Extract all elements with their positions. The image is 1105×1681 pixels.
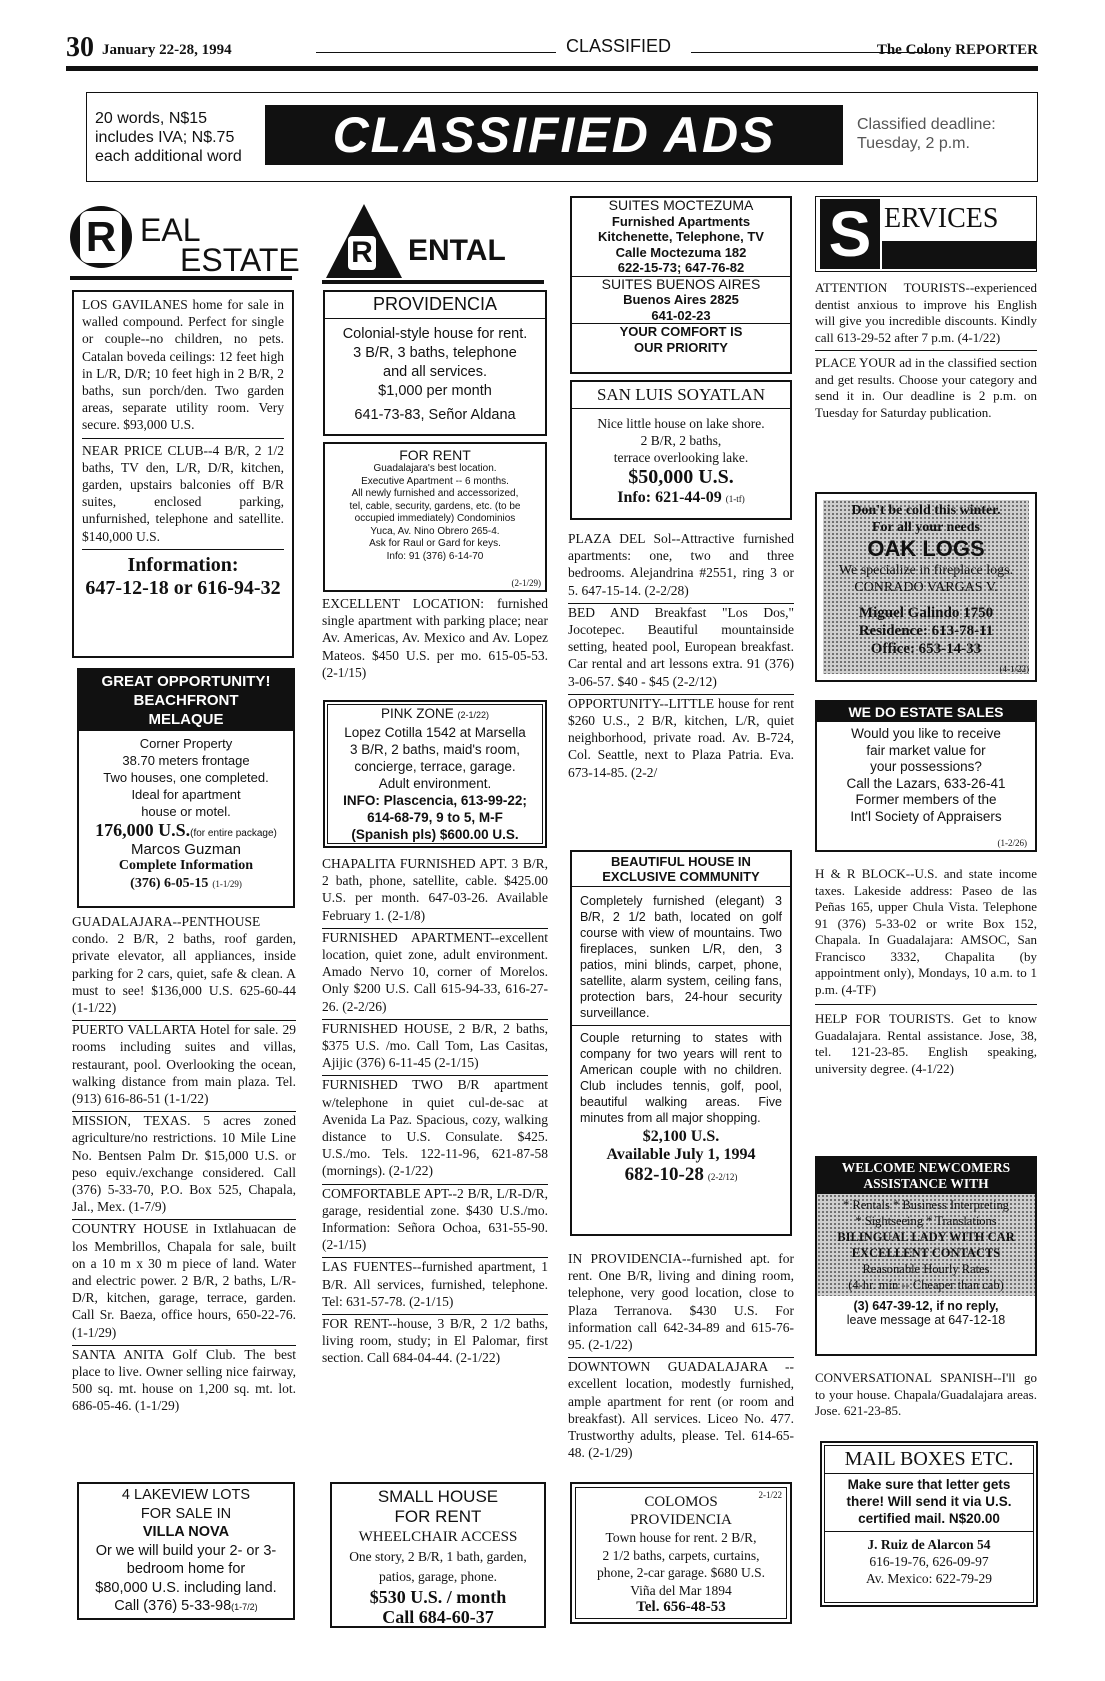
ad-downtown-guadalajara: DOWNTOWN GUADALAJARA --excellent location, modestly furnished, ample apartment for rent (or room and breakfast). All services. Liceo No. 477. Trustworthy adults, please. Tel. 614-65-48. (2-1/29) xyxy=(568,1359,794,1461)
page-header xyxy=(66,32,1038,66)
ad-chapalita: CHAPALITA FURNISHED APT. 3 B/R, 2 bath, phone, satellite, cable. $425.00 U.S. per month. 647-03-26. Available February 1. (2-1/8) xyxy=(322,856,548,923)
ad-rates: 20 words, N$15 includes IVA; N$.75 each additional word xyxy=(95,110,242,165)
paper-name: The Colony REPORTER xyxy=(876,42,1038,58)
banner-title-bar xyxy=(265,105,843,165)
ad-excellent-location: EXCELLENT LOCATION: furnished single apartment with parking place; near Av. Americas, Av. Mexico and Av. Lopez Mateos. $450 U.S. per mo. 615-05-53. (2-1/15) xyxy=(322,596,548,680)
colomos-box: 2-1/22 COLOMOS PROVIDENCIA Town house for rent. 2 B/R, 2 1/2 baths, carpets, curtains, phone, 2-car garage. $680 U.S. Viña del Mar 1894 Tel. 656-48-53 xyxy=(570,1482,792,1624)
ad-bed-and-breakfast: BED AND Breakfast "Los Dos," Jocotepec. Beautiful mountainside setting, heated pool, European breakfast. Car rental and art lessons extra. 91 (376) 3-06-57. $40 - $45 (2-2/12) xyxy=(568,604,794,689)
col4-ads xyxy=(815,866,1037,1081)
ad-guadalajara-penthouse: GUADALAJARA--PENTHOUSE condo. 2 B/R, 2 baths, roof garden, private elevator, all appliances, inside parking for 2 cars, quiet, safe & clean. A must to see! $136,000 U.S. 625-60-44 (1-1/22) xyxy=(72,914,296,1016)
col2-ads xyxy=(322,855,548,1371)
beachfront-price: 176,000 U.S. xyxy=(95,820,191,840)
services-box-1 xyxy=(815,280,1037,425)
pink-zone-box: PINK ZONE (2-1/22) Lopez Cotilla 1542 at Marsella 3 B/R, 2 baths, maid's room, concierge, terrace, garage. Adult environment. INFO: Plascencia, 613-99-22; 614-68-79, 9 to 5, M-F (Spanish pls) $600.00 U.S. xyxy=(323,700,547,848)
page-number: 30 xyxy=(66,32,94,63)
oak-logs-box: Don't be cold this winter. For all your needs OAK LOGS We specialize in fireplace logs. CONRADO VARGAS V. Miguel Galindo 1750 Residence: 613-78-11 Office: 653-14-33 (4-1/22) xyxy=(815,492,1037,682)
lakeview-lots-box: 4 LAKEVIEW LOTS FOR SALE IN VILLA NOVA Or we will build your 2- or 3- bedroom home for $80,000 U.S. including land. Call (376) 5-33-98(1-7/2) xyxy=(77,1482,295,1620)
ad-puerto-vallarta: PUERTO VALLARTA Hotel for sale. 29 rooms including suites and villas, restaurant, pool. Overlooking the ocean, walking distance from main plaza. Tel. (913) 616-86-51 (1-1/22) xyxy=(72,1022,296,1107)
ad-opportunity: OPPORTUNITY--LITTLE house for rent $260 U.S., 2 B/R, kitchen, L/R, quiet neighborhood, private road. Av. B-724, Col. Seattle, next to Plaza Patria. Eva. 673-14-85. (2-2/ xyxy=(568,695,794,780)
ad-santa-anita: SANTA ANITA Golf Club. The best place to live. Owner selling nice fairway, 500 sq. mt. house on 1,200 sq. mt. lot. 686-05-46. (1-1/29) xyxy=(72,1346,296,1414)
banner-title: CLASSIFIED ADS xyxy=(332,107,776,163)
section-name: CLASSIFIED xyxy=(566,36,672,56)
suites-box: SUITES MOCTEZUMA Furnished Apartments Kitchenette, Telephone, TV Calle Moctezuma 182 622-15-73; 647-76-82 SUITES BUENOS AIRES Buenos Aires 2825 641-02-23 YOUR COMFORT IS OUR PRIORITY xyxy=(570,196,792,374)
ad-country-house: COUNTRY HOUSE in Ixtlahuacan de los Membrillos, Chapala for sale, built on a 10 m x 30 m piece of land. Water and electric power. 2 B/R, 2 baths, L/R-D/R, kitchen, garage, terrace, garden. Call Sr. Baeza, office hours, 650-22-76. (1-1/29) xyxy=(72,1221,296,1340)
ad-conversational-spanish: CONVERSATIONAL SPANISH--I'll go to your house. Chapala/Guadalajara areas. Jose. 621-23-85. xyxy=(815,1370,1037,1418)
services-heading: S ERVICES xyxy=(815,196,1037,272)
ad-attention-tourists: ATTENTION TOURISTS--experienced dentist anxious to improve his English will give you incredible discounts. Kindly call 613-29-52 after 7 p.m. (4-1/22) xyxy=(815,280,1037,345)
san-luis-box: SAN LUIS SOYATLAN Nice little house on lake shore. 2 B/R, 2 baths, terrace overlooking lake. $50,000 U.S. Info: 621-44-09 (1-tf) xyxy=(570,380,792,520)
ad-near-price-club: NEAR PRICE CLUB--4 B/R, 2 1/2 baths, TV den, L/R, D/R, kitchen, garden, upstairs balconies off B/R suites, enclosed parking, unfurnished, telephone and satellite. $140,000 U.S. xyxy=(82,442,284,544)
ad-las-fuentes: LAS FUENTES--furnished apartment, 1 B/R. All services, furnished, telephone. Tel: 631-57-78. (2-1/15) xyxy=(322,1259,548,1309)
ad-plaza-del-sol: PLAZA DEL Sol--Attractive furnished apartments: one, two and three bedrooms. Alejandrina #2551, ring 3 or 5. 647-15-14. (2-2/28) xyxy=(568,531,794,598)
real-estate-heading: R EAL ESTATE xyxy=(70,196,292,280)
ad-furnished-apartment: FURNISHED APARTMENT--excellent location, quiet zone, adult environment. Amado Nervo 10, corner of Morelos. Only $200 U.S. Call 615-94-33, 616-27-26. (2-2/26) xyxy=(322,929,548,1014)
ad-furnished-house: FURNISHED HOUSE, 2 B/R, 2 baths, $375 U.S. /mo. Call Tom, Las Casitas, Ajijic (376) 6-11-45 (2-1/15) xyxy=(322,1020,548,1071)
welcome-newcomers-box: WELCOME NEWCOMERS ASSISTANCE WITH * Rentals * Business Interpreting * Sightseeing * Translations BILINGUAL LADY WITH CAR EXCELLENT CONTACTS Reasonable Hourly Rates (4-hr. min -- Cheaper than cab) (3) 647-39-12, if no reply, leave message at 647-12-18 xyxy=(815,1156,1037,1356)
estate-sales-box: WE DO ESTATE SALES Would you like to receive fair market value for your possessions? Call the Lazars, 633-26-41 Former members of the Int'l Society of Appraisers (1-2/26) xyxy=(815,700,1037,852)
ad-los-gavilanes: LOS GAVILANES home for sale in walled compound. Perfect for single or couple--no children, no pets. Catalan boveda ceilings: 12 feet high in L/R, D/R; 10 feet high in 2 B/R, 2 baths, sun porch/den. Two garden areas, separate utility room. Very secure. $93,000 U.S. xyxy=(82,297,284,433)
mail-boxes-box: MAIL BOXES ETC. Make sure that letter gets there! Will send it via U.S. certified mail. N$20.00 J. Ruiz de Alarcon 54 616-19-76, 626-09-97 Av. Mexico: 622-79-29 xyxy=(820,1441,1038,1607)
beachfront-header: GREAT OPPORTUNITY! BEACHFRONT MELAQUE xyxy=(79,670,293,731)
info-label: Information: xyxy=(127,553,239,576)
small-house-box: SMALL HOUSE FOR RENT WHEELCHAIR ACCESS One story, 2 B/R, 1 bath, garden, patios, garage, phone. $530 U.S. / month Call 684-60-37 xyxy=(330,1482,546,1628)
ad-comfortable-apt: COMFORTABLE APT--2 B/R, L/R-D/R, garage, residential zone. $430 U.S./mo. Information: Señora Ochoa, 631-55-90. (2-1/15) xyxy=(322,1185,548,1253)
rental-heading: R ENTAL xyxy=(322,196,544,284)
ad-for-rent-house: FOR RENT--house, 3 B/R, 2 1/2 baths, living room, study; in El Palomar, first section. Call 684-04-44. (2-1/22) xyxy=(322,1316,548,1366)
ad-in-providencia: IN PROVIDENCIA--furnished apt. for rent. One B/R, living and dining room, telephone, very good location, close to Plaza Terranova. $430 U.S. For information call 642-34-89 and 615-76-95. (2-1/22) xyxy=(568,1251,794,1353)
ad-place-your-ad: PLACE YOUR ad in the classified section and get results. Choose your category and send it in. Our deadline is 2 p.m. on Tuesday for Saturday publication. xyxy=(815,355,1037,420)
beachfront-box: GREAT OPPORTUNITY! BEACHFRONT MELAQUE Corner Property 38.70 meters frontage Two houses, one completed. Ideal for apartment house or motel. 176,000 U.S.(for entire package) Marcos Guzman Complete Information (376) 6-05-15 (1-1/29) xyxy=(77,668,295,908)
col3-ads-2 xyxy=(568,1250,794,1465)
ad-mission-texas: MISSION, TEXAS. 5 acres zoned agriculture/no restrictions. 10 Mile Line No. Bentsen Palm Dr. $15,000 U.S. or peso equiv./exchange considered. Call (376) 5-33-70, P.O. Box 525, Chapala, Jal., Mex. (1-7/9) xyxy=(72,1113,296,1215)
classified-banner xyxy=(86,92,1038,182)
info-phones: 647-12-18 or 616-94-32 xyxy=(85,576,281,599)
col3-ads xyxy=(568,530,794,785)
issue-date: January 22-28, 1994 xyxy=(102,42,232,58)
ad-hr-block: H & R BLOCK--U.S. and state income taxes. Lakeside address: Paseo de las Peñas 165, upper Chula Vista. Telephone 91 (376) 5-33-02 or write Box 152, Chapala. In Guadalajara: AMSOC, San Francisco 3332, Chapalita (by appointment only), Mondays, 10 a.m. to 1 p.m. (4-TF) xyxy=(815,866,1037,997)
providencia-box: PROVIDENCIA Colonial-style house for rent. 3 B/R, 3 baths, telephone and all services. $1,000 per month 641-73-83, Señor Aldana xyxy=(323,290,547,436)
ad-help-for-tourists: HELP FOR TOURISTS. Get to know Guadalajara. Rental assistance. Jose, 38, tel. 121-23-85. English speaking, university degree. (4-1/22) xyxy=(815,1011,1037,1076)
real-estate-box-1 xyxy=(72,290,294,658)
col1-ads xyxy=(72,913,296,1419)
for-rent-box: FOR RENT Guadalajara's best location. Executive Apartment -- 6 months. All newly furnished and accessorized, tel, cable, security, gardens, etc. (to be occupied immediately) Condominios Yuca, Av. Nino Obrero 265-4. Ask for Raul or Gard for keys. Info: 91 (376) 6-14-70 (2-1/29) xyxy=(323,442,547,592)
ad-furnished-two-br: FURNISHED TWO B/R apartment w/telephone in quiet cul-de-sac at Avenida La Paz. Spacious, cozy, walking distance to U.S. Consulate. $425. U.S./mo. Tels. 122-11-96, 621-87-58 (mornings). (2-1/22) xyxy=(322,1077,548,1179)
beautiful-house-box: BEAUTIFUL HOUSE IN EXCLUSIVE COMMUNITY Completely furnished (elegant) 3 B/R, 2 1/2 bath, located on golf course with view of mountains. Two fireplaces, sunken L/R, den, 3 patios, mini blinds, carpet, phone, satellite, alarm system, ceiling fans, protection bars, 24-hour security surveillance. Couple returning to states with company for two years will rent to American couple with no children. Club includes tennis, golf, pool, beautiful walking areas. Five minutes from all major shopping. $2,100 U.S. Available July 1, 1994 682-10-28 (2-2/12) xyxy=(570,850,792,1236)
deadline-note: Classified deadline: Tuesday, 2 p.m. xyxy=(857,116,996,152)
